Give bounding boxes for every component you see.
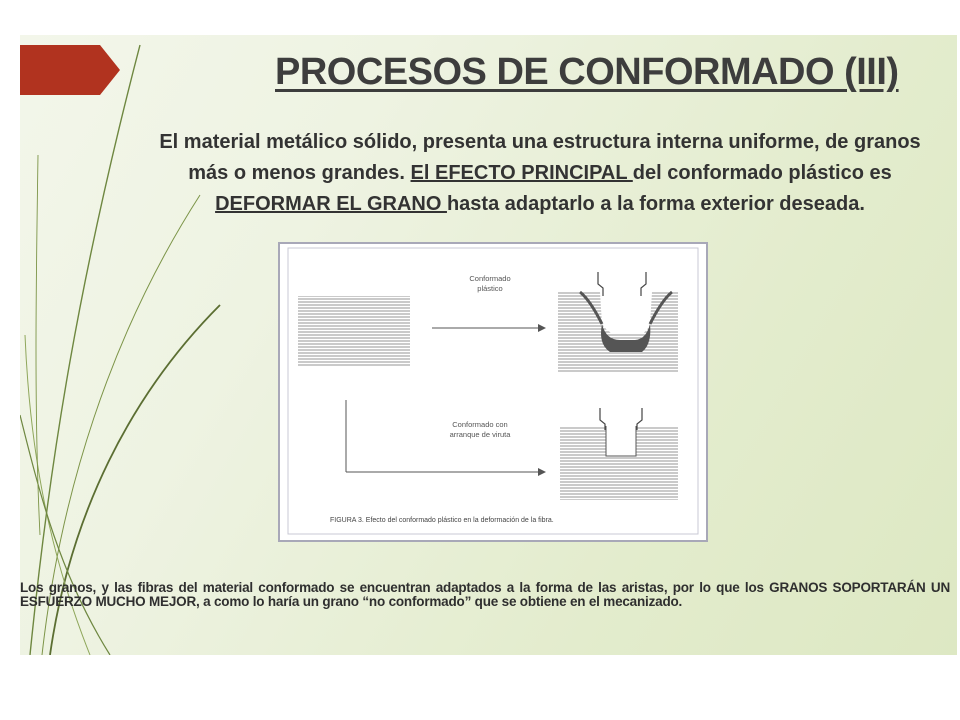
formed-piece-machined (560, 408, 678, 500)
label-machining: Conformado con arranque de viruta (449, 420, 511, 439)
footer-paragraph: Los granos, y las fibras del material conformado se encuentran adaptados a la forma de las aristas, por lo que los GRANOS SOPORTARÁN UN ESFUERZO MUCHO MEJOR, a como lo haría un grano “no conformado” que se obtiene en el mecanizado. (20, 580, 950, 609)
intro-text-1: El material metálico sólido, presenta una estructura interna uniforme, de granos más o menos grandes. (159, 131, 921, 184)
label-plastic-forming: Conformado plástico (469, 274, 511, 293)
intro-highlight-deformar: DEFORMAR EL GRANO (215, 193, 447, 215)
figure-diagram (278, 242, 708, 542)
intro-text-2: del conformado plástico es (632, 162, 892, 184)
formed-piece-plastic (558, 272, 678, 372)
figure-caption: FIGURA 3. Efecto del conformado plástico en la deformación de la fibra. (330, 517, 554, 524)
intro-paragraph (140, 127, 940, 220)
intro-highlight-efecto: El EFECTO PRINCIPAL (410, 162, 633, 184)
slide-title: PROCESOS DE CONFORMADO (III) (275, 51, 899, 93)
intro-text-3: hasta adaptarlo a la forma exterior deseada. (446, 193, 865, 215)
red-arrow-ribbon-icon (20, 45, 120, 95)
slide (20, 35, 957, 655)
original-block (298, 296, 410, 366)
